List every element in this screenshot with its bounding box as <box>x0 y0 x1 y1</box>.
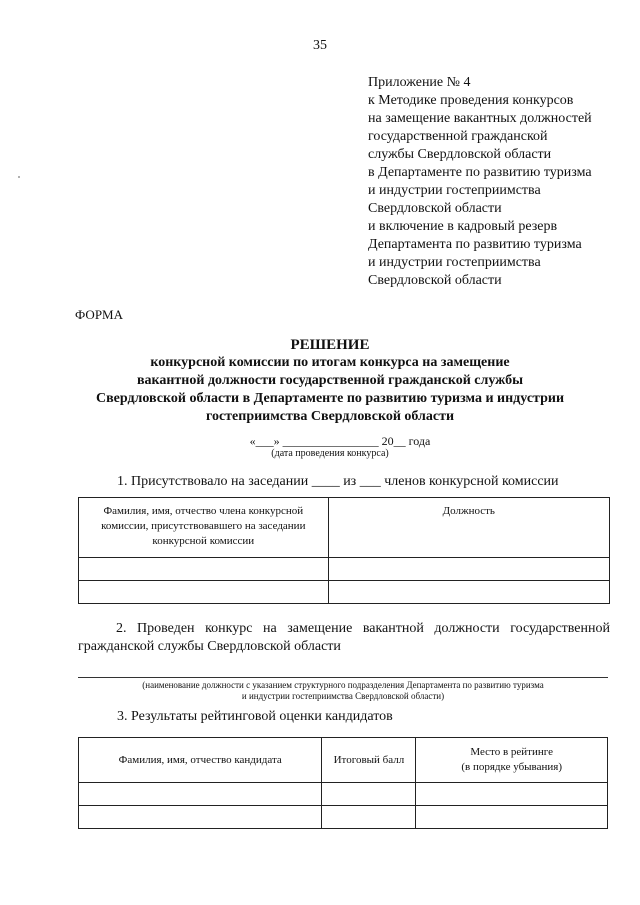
appendix-line: службы Свердловской области <box>368 147 552 162</box>
item-1-attendance: 1. Присутствовало на заседании ____ из ___ членов конкурсной комиссии <box>117 474 559 489</box>
appendix-line: государственной гражданской <box>368 129 548 144</box>
appendix-line: к Методике проведения конкурсов <box>368 93 574 108</box>
item-2-text: 2. Проведен конкурс на замещение вакантной должности государственной гражданской службы Свердловской области <box>78 621 610 654</box>
appendix-line: и индустрии гостеприимства <box>368 183 541 198</box>
position-fill-line <box>78 677 608 678</box>
table-row <box>79 783 608 806</box>
table2-header-score: Итоговый балл <box>322 738 416 783</box>
attendance-table <box>78 497 610 604</box>
table-cell <box>79 581 329 604</box>
title-line: вакантной должности государственной гражданской службы <box>136 373 524 388</box>
position-note-line: и индустрии гостеприимства Свердловской области) <box>241 691 445 701</box>
table-row <box>79 558 610 581</box>
appendix-line: на замещение вакантных должностей <box>368 111 592 126</box>
table-cell <box>328 558 609 581</box>
title-main: РЕШЕНИЕ <box>290 337 370 353</box>
date-note: (дата проведения конкурса) <box>271 448 389 459</box>
decision-title <box>60 336 600 426</box>
table-cell <box>328 581 609 604</box>
table-cell <box>416 783 608 806</box>
title-line: Свердловской области в Департаменте по развитию туризма и индустрии <box>95 391 565 406</box>
appendix-block <box>368 74 638 290</box>
item-2-competition <box>78 620 610 656</box>
table1-header-position: Должность <box>328 498 609 558</box>
table1-header-name: Фамилия, имя, отчество члена конкурсной комиссии, присутствовавшего на заседании конкурсной комиссии <box>79 498 329 558</box>
table-cell <box>322 783 416 806</box>
ratings-table <box>78 737 608 829</box>
table-cell <box>322 806 416 829</box>
position-note-line: (наименование должности с указанием структурного подразделения Департамента по развитию туризма <box>142 680 544 690</box>
table-cell <box>416 806 608 829</box>
appendix-line: в Департаменте по развитию туризма <box>368 165 592 180</box>
form-label: ФОРМА <box>75 307 123 322</box>
title-line: конкурсной комиссии по итогам конкурса на замещение <box>150 355 510 370</box>
table-cell <box>79 783 322 806</box>
table-row <box>79 581 610 604</box>
table-cell <box>79 806 322 829</box>
title-line: гостеприимства Свердловской области <box>205 409 455 424</box>
appendix-line: Свердловской области <box>368 273 502 288</box>
appendix-line: и индустрии гостеприимства <box>368 255 541 270</box>
position-note <box>78 680 608 702</box>
appendix-line: Свердловской области <box>368 201 502 216</box>
table-cell <box>79 558 329 581</box>
scan-speck <box>18 176 20 178</box>
table-row <box>79 806 608 829</box>
date-line: «___» ________________ 20__ года <box>249 434 431 448</box>
page-number: 35 <box>313 38 327 53</box>
item-3-ratings: 3. Результаты рейтинговой оценки кандидатов <box>117 709 393 724</box>
appendix-line: Департамента по развитию туризма <box>368 237 582 252</box>
appendix-line: Приложение № 4 <box>368 75 471 90</box>
appendix-line: и включение в кадровый резерв <box>368 219 558 234</box>
table2-header-place: Место в рейтинге (в порядке убывания) <box>416 738 608 783</box>
table2-header-name: Фамилия, имя, отчество кандидата <box>79 738 322 783</box>
